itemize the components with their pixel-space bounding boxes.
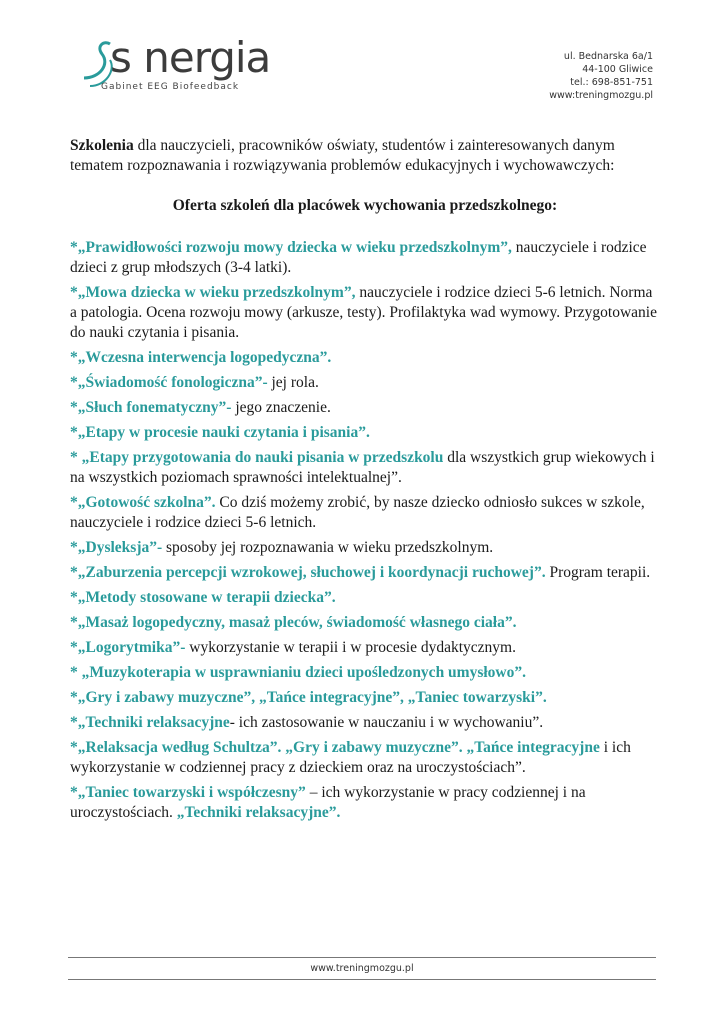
training-description: Co dziś możemy zrobić, by nasze dziecko odniosło sukces w szkole, nauczyciele i rodzice dzieci 5-6 letnich. — [70, 494, 645, 531]
training-title: *„Techniki relaksacyjne — [70, 714, 230, 731]
training-title: „Techniki relaksacyjne”. — [176, 804, 341, 821]
website-line[interactable]: www:treningmozgu.pl — [549, 90, 653, 101]
training-description: Program terapii. — [545, 564, 651, 581]
training-title: *„Etapy w procesie nauki czytania i pisania”. — [70, 424, 370, 441]
training-title: *„Logorytmika”- — [70, 639, 186, 656]
section-title: Oferta szkoleń dla placówek wychowania przedszkolnego: — [172, 197, 558, 214]
training-item — [70, 423, 660, 443]
training-item — [70, 398, 660, 418]
training-description: jego znaczenie. — [231, 399, 331, 416]
logo-subtitle: Gabinet EEG Biofeedback — [101, 82, 240, 92]
training-item — [70, 373, 660, 393]
address-line: 44-100 Gliwice — [582, 64, 653, 75]
phone-line: tel.: 698-851-751 — [570, 77, 653, 88]
training-description: wykorzystanie w terapii i w procesie dydaktycznym. — [185, 639, 516, 656]
training-title: *„Gry i zabawy muzyczne”, „Tańce integracyjne”, „Taniec towarzyski”. — [70, 689, 547, 706]
training-item — [70, 588, 660, 608]
training-item — [70, 688, 660, 708]
intro-bold: Szkolenia — [70, 137, 134, 154]
training-title: * „Etapy przygotowania do nauki pisania w przedszkolu — [70, 449, 444, 466]
training-description: sposoby jej rozpoznawania w wieku przedszkolnym. — [162, 539, 494, 556]
training-title: *„Metody stosowane w terapii dziecka”. — [70, 589, 336, 606]
training-description: nauczyciele i rodzice dzieci z grup młodszych (3-4 latki). — [70, 239, 647, 276]
training-title: *„Prawidłowości rozwoju mowy dziecka w wieku przedszkolnym”, — [70, 239, 512, 256]
training-item — [70, 563, 660, 583]
training-description: – ich wykorzystanie w pracy codziennej i na uroczystościach. — [70, 784, 586, 821]
training-title: *„Słuch fonematyczny”- — [70, 399, 232, 416]
footer-url[interactable]: www.treningmozgu.pl — [310, 963, 414, 974]
training-title: *„Relaksacja według Schultza”. „Gry i zabawy muzyczne”. „Tańce integracyjne — [70, 739, 600, 756]
intro-paragraph — [70, 136, 660, 176]
training-title: *„Dysleksja”- — [70, 539, 163, 556]
training-item — [70, 663, 660, 683]
training-description: jej rola. — [267, 374, 319, 391]
training-item — [70, 493, 660, 533]
training-description: dla wszystkich grup wiekowych i na wszystkich poziomach sprawności intelektualnej”. — [70, 449, 655, 486]
training-item — [70, 238, 660, 278]
training-description: - ich zastosowanie w nauczaniu i w wychowaniu”. — [229, 714, 544, 731]
training-title: *„Taniec towarzyski i współczesny” — [70, 784, 306, 801]
footer-divider — [68, 979, 656, 980]
training-list — [70, 238, 660, 823]
training-item — [70, 283, 660, 343]
logo-wordmark: s nergia — [110, 33, 271, 82]
training-item — [70, 448, 660, 488]
contact-address — [549, 50, 653, 102]
training-item — [70, 783, 660, 823]
training-title: *„Masaż logopedyczny, masaż pleców, świadomość własnego ciała”. — [70, 614, 517, 631]
training-item — [70, 538, 660, 558]
address-line: ul. Bednarska 6a/1 — [563, 51, 653, 62]
footer-divider — [68, 957, 656, 958]
training-title: * „Muzykoterapia w usprawnianiu dzieci upośledzonych umysłowo”. — [70, 664, 527, 681]
training-title: *„Mowa dziecka w wieku przedszkolnym”, — [70, 284, 356, 301]
training-item — [70, 713, 660, 733]
intro-text: dla nauczycieli, pracowników oświaty, studentów i zainteresowanych danym tematem rozpoznawania i rozwiązywania problemów edukacyjnych i wychowawczych: — [70, 137, 615, 174]
training-title: *„Zaburzenia percepcji wzrokowej, słuchowej i koordynacji ruchowej”. — [70, 564, 546, 581]
training-title: *„Świadomość fonologiczna”- — [70, 374, 268, 391]
training-title: *„Gotowość szkolna”. — [70, 494, 216, 511]
training-item — [70, 638, 660, 658]
training-description: nauczyciele i rodzice dzieci 5-6 letnich. Norma a patologia. Ocena rozwoju mowy (arkusze, testy). Profilaktyka wad wymowy. Przygotowanie do nauki czytania i pisania. — [70, 284, 657, 341]
document-body — [70, 136, 660, 828]
training-title: *„Wczesna interwencja logopedyczna”. — [70, 349, 332, 366]
training-description: i ich wykorzystanie w codziennej pracy z dzieckiem oraz na uroczystościach”. — [70, 739, 631, 776]
training-item — [70, 348, 660, 368]
training-item — [70, 613, 660, 633]
training-item — [70, 738, 660, 778]
